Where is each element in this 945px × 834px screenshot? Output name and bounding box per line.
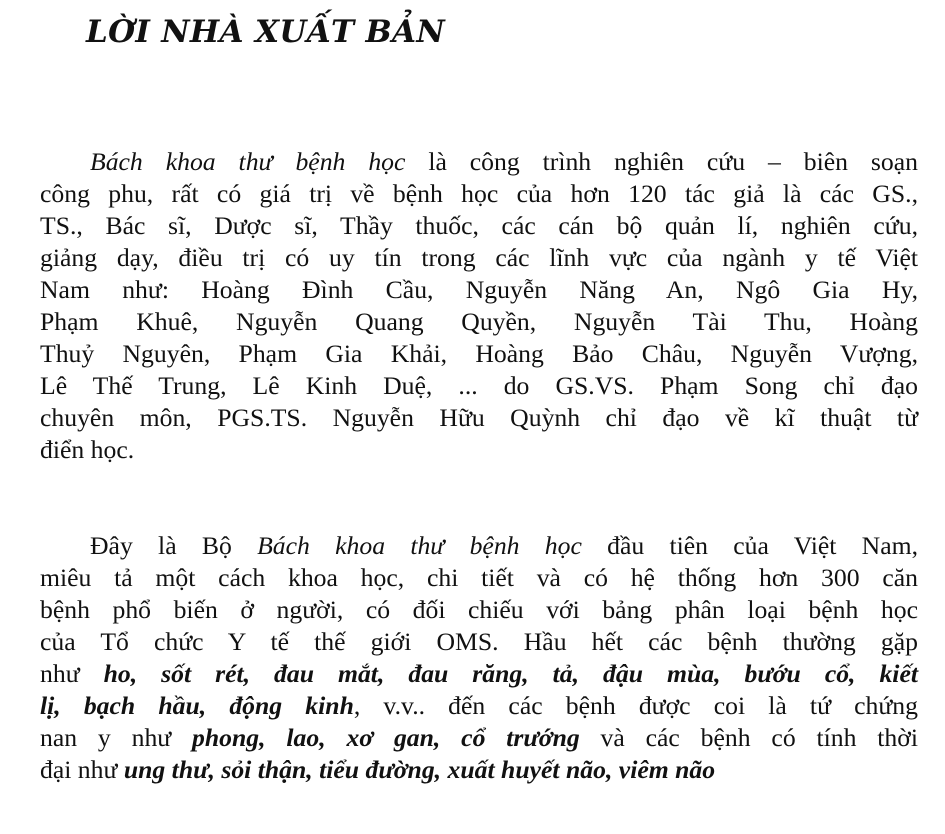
emphasis-text: lị, bạch hầu, động kinh [40, 691, 354, 720]
body-text: là công trình nghiên cứu – biên soạn [405, 147, 918, 176]
body-text: chuyên môn, PGS.TS. Nguyễn Hữu Quỳnh chỉ đạo về kĩ thuật từ [40, 403, 918, 432]
body-text: và các bệnh có tính thời [579, 723, 918, 752]
emphasis-text: phong, lao, xơ gan, cổ trướng [192, 723, 580, 752]
text-line [40, 274, 918, 306]
text-line [40, 754, 918, 786]
body-text: , v.v.. đến các bệnh được coi là tứ chứng [353, 691, 918, 720]
text-line [40, 178, 918, 210]
paragraph-2 [40, 530, 918, 786]
paragraph-1 [40, 146, 918, 466]
text-line [40, 370, 918, 402]
body-text: Đây là Bộ [90, 531, 258, 560]
body-text: công phu, rất có giá trị về bệnh học của hơn 120 tác giả là các GS., [40, 179, 918, 208]
body-text: Nam như: Hoàng Đình Cầu, Nguyễn Năng An, Ngô Gia Hy, [40, 275, 918, 304]
body-text: Thuỷ Nguyên, Phạm Gia Khải, Hoàng Bảo Châu, Nguyễn Vượng, [40, 339, 918, 368]
body-text: bệnh phổ biến ở người, có đối chiếu với bảng phân loại bệnh học [40, 595, 918, 624]
text-line [40, 242, 918, 274]
page-title: LỜI NHÀ XUẤT BẢN [86, 14, 445, 50]
body-text: giảng dạy, điều trị có uy tín trong các lĩnh vực của ngành y tế Việt [40, 243, 918, 272]
text-line [40, 690, 918, 722]
text-line [40, 626, 918, 658]
body-text: của Tổ chức Y tế thế giới OMS. Hầu hết các bệnh thường gặp [40, 627, 918, 656]
body-text: như [40, 659, 104, 688]
text-line [40, 146, 918, 178]
text-line [40, 306, 918, 338]
body-text: TS., Bác sĩ, Dược sĩ, Thầy thuốc, các cán bộ quản lí, nghiên cứu, [40, 211, 918, 240]
body-text: nan y như [40, 723, 193, 752]
emphasis-text: Bách khoa thư bệnh học [90, 147, 406, 176]
body-text: Phạm Khuê, Nguyễn Quang Quyền, Nguyễn Tài Thu, Hoàng [40, 307, 918, 336]
text-line [40, 338, 918, 370]
text-line [40, 562, 918, 594]
body-text: đầu tiên của Việt Nam, [581, 531, 919, 560]
emphasis-text: ho, sốt rét, đau mắt, đau răng, tả, đậu mùa, bướu cổ, kiết [103, 659, 918, 688]
body-text: đại như [40, 755, 124, 784]
text-line [40, 530, 918, 562]
text-line [40, 594, 918, 626]
emphasis-text: Bách khoa thư bệnh học [257, 531, 582, 560]
text-line [40, 402, 918, 434]
body-text: Lê Thế Trung, Lê Kinh Duệ, ... do GS.VS. Phạm Song chỉ đạo [40, 371, 918, 400]
text-line [40, 658, 918, 690]
body-text: điển học. [40, 435, 135, 464]
text-line [40, 434, 918, 466]
text-line [40, 210, 918, 242]
emphasis-text: ung thư, sỏi thận, tiểu đường, xuất huyết não, viêm não [123, 755, 716, 784]
body-text: miêu tả một cách khoa học, chi tiết và có hệ thống hơn 300 căn [40, 563, 918, 592]
text-line [40, 722, 918, 754]
